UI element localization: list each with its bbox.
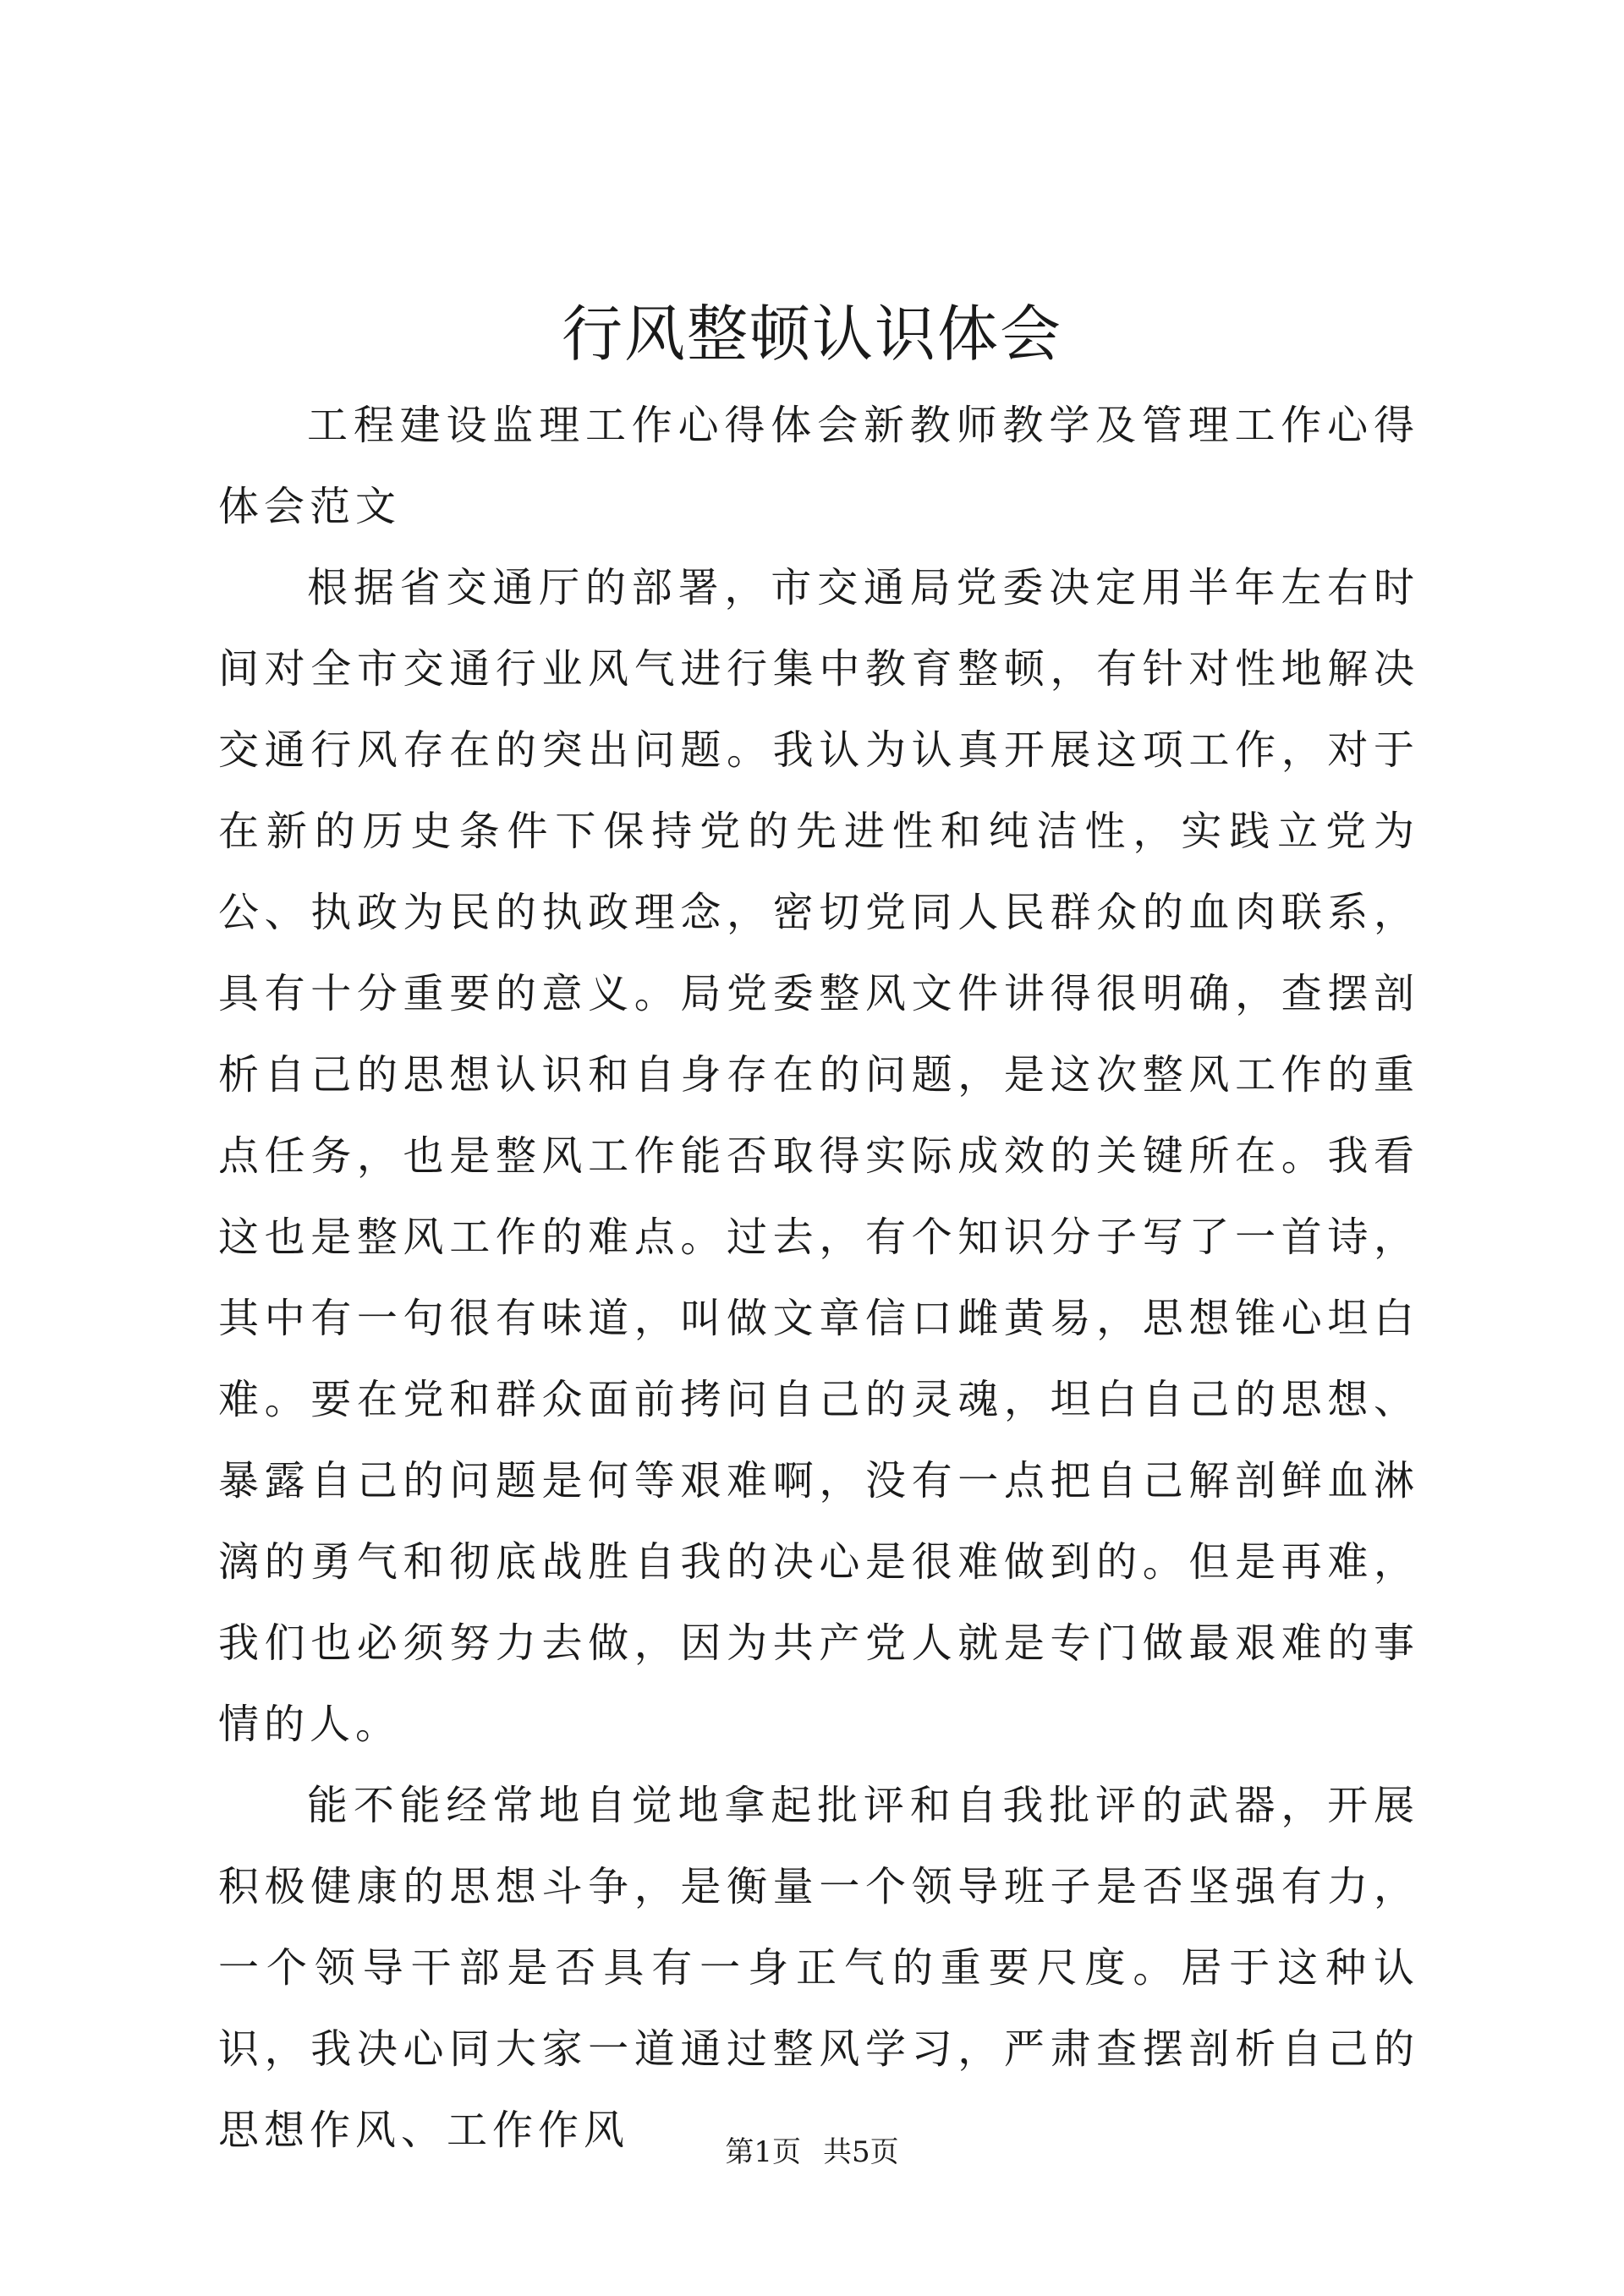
paragraph-1: 根据省交通厅的部署，市交通局党委决定用半年左右时间对全市交通行业风气进行集中教育整顿，有针对性地解决交通行风存在的突出问题。我认为认真开展这项工作，对于在新的历史条件下保持党的先进性和纯洁性，实践立党为公、执政为民的执政理念，密切党同人民群众的血肉联系，具有十分重要的意义。局党委整风文件讲得很明确，查摆剖析自己的思想认识和自身存在的问题，是这次整风工作的重点任务，也是整风工作能否取得实际成效的关键所在。我看这也是整风工作的难点。过去，有个知识分子写了一首诗，其中有一句很有味道，叫做文章信口雌黄易，思想锥心坦白难。要在党和群众面前拷问自己的灵魂，坦白自己的思想、暴露自己的问题是何等艰难啊，没有一点把自己解剖鲜血淋漓的勇气和彻底战胜自我的决心是很难做到的。但是再难，我们也必须努力去做，因为共产党人就是专门做最艰难的事情的人。 [218,564,1419,1748]
paragraph-2: 能不能经常地自觉地拿起批评和自我批评的武器，开展积极健康的思想斗争，是衡量一个领导班子是否坚强有力，一个领导干部是否具有一身正气的重要尺度。居于这种认识，我决心同大家一道通过整风学习，严肃查摆剖析自己的思想作风、工作作风 [218,1782,1419,2154]
document-title: 行风整顿认识体会 [561,299,1062,370]
page-total: 共5页 [823,2135,899,2169]
paragraph-subtitle: 工程建设监理工作心得体会新教师教学及管理工作心得体会范文 [218,402,1419,530]
page-number: 第1页 [725,2135,801,2169]
page-footer [0,2131,1624,2173]
document-body [218,385,1419,2171]
